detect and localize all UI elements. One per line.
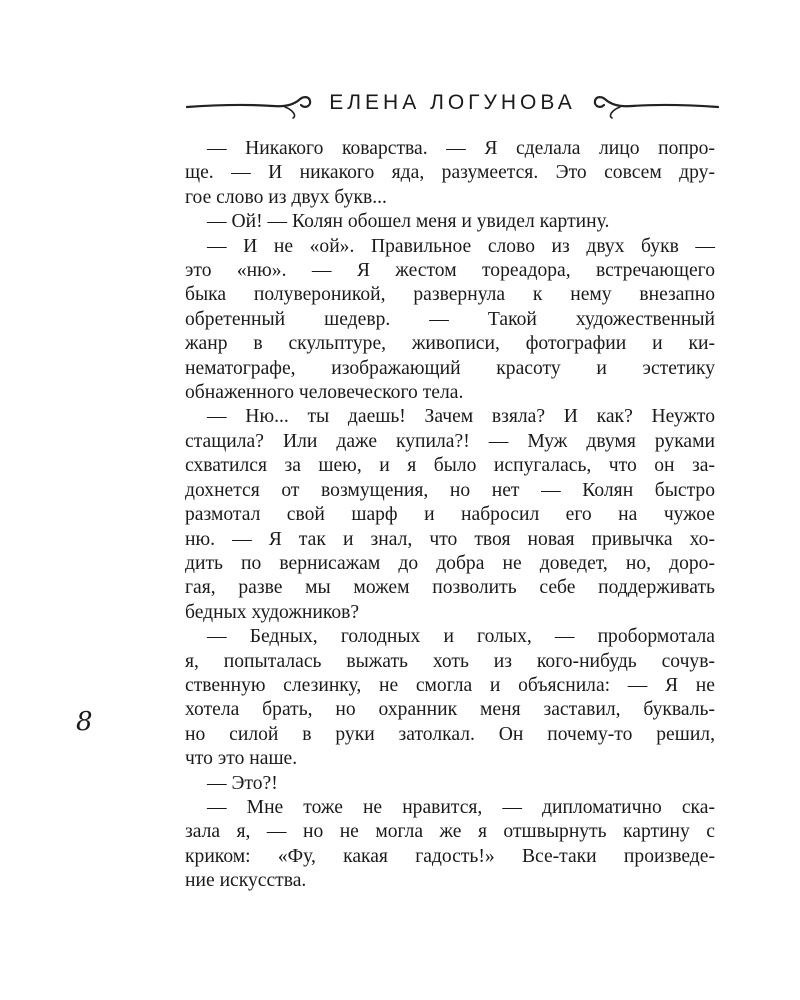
text-line: криком: «Фу, какая гадость!» Все-таки произведе- <box>185 845 715 867</box>
text-line: — Ой! — Колян обошел меня и увидел картину. <box>207 211 610 233</box>
text-line: бедных художников? <box>185 601 360 623</box>
text-line: хотела брать, но охранник меня заставил, букваль- <box>185 699 715 721</box>
author-name: ЕЛЕНА ЛОГУНОВА <box>329 91 576 114</box>
text-line: быка полувероникой, развернула к нему внезапно <box>185 284 715 306</box>
text-line: гое слово из двух букв... <box>185 186 387 208</box>
text-line: — Мне тоже не нравится, — дипломатично ска- <box>207 796 715 818</box>
text-line: — Это?! <box>207 772 278 794</box>
text-line: ние искусства. <box>185 870 307 892</box>
text-line: я, попыталась выжать хоть из кого-нибудь сочув- <box>185 650 715 672</box>
text-line: — Бедных, голодных и голых, — пробормотала <box>207 626 715 648</box>
right-flourish-ornament <box>585 90 720 120</box>
text-line: дохнется от возмущения, но нет — Колян быстро <box>185 479 715 501</box>
text-line: обнаженного человеческого тела. <box>185 382 464 404</box>
text-line: гая, разве мы можем позволить себе поддерживать <box>185 577 715 599</box>
running-header <box>185 88 720 122</box>
page-number: 8 <box>76 707 93 737</box>
text-line: зала я, — но не могла же я отшвырнуть картину с <box>185 821 715 843</box>
text-line: ню. — Я так и знал, что твоя новая привычка хо- <box>185 528 715 550</box>
text-line: — И не «ой». Правильное слово из двух букв — <box>207 235 715 257</box>
body-text <box>185 137 715 894</box>
text-line: ще. — И никакого яда, разумеется. Это совсем дру- <box>185 162 715 184</box>
text-line: стащила? Или даже купила?! — Муж двумя руками <box>185 430 715 452</box>
text-line: ственную слезинку, не смогла и объяснила: — Я не <box>185 674 715 696</box>
text-line: дить по вернисажам до добра не доведет, но, доро- <box>185 552 715 574</box>
text-line: — Ню... ты даешь! Зачем взяла? И как? Неужто <box>207 406 715 428</box>
text-line: жанр в скульптуре, живописи, фотографии и ки- <box>185 333 715 355</box>
text-line: — Никакого коварства. — Я сделала лицо попро- <box>207 138 715 159</box>
text-line: схватился за шею, и я было испугалась, что он за- <box>185 455 715 477</box>
text-line: что это наше. <box>185 748 298 770</box>
text-line: нематографе, изображающий красоту и эстетику <box>185 357 715 379</box>
text-line: это «ню». — Я жестом тореадора, встречающего <box>185 260 715 282</box>
text-line: но силой в руки затолкал. Он почему-то решил, <box>185 723 715 745</box>
text-line: размотал свой шарф и набросил его на чужое <box>185 504 715 526</box>
text-line: обретенный шедевр. — Такой художественный <box>185 308 715 330</box>
